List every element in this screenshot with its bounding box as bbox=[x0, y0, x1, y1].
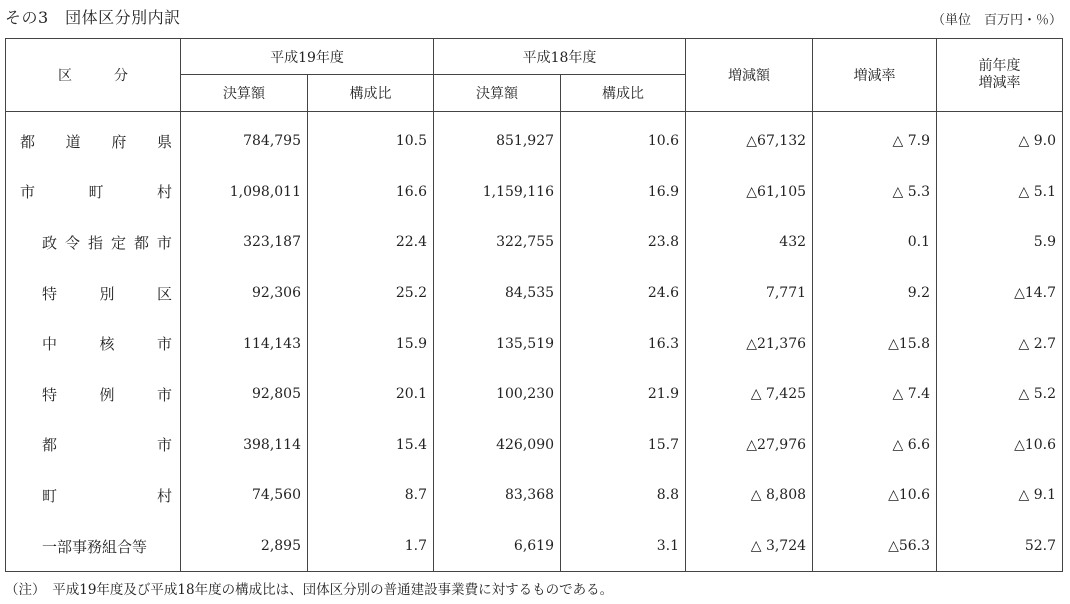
cell-r18: 8.8 bbox=[561, 470, 686, 521]
row-category bbox=[6, 521, 181, 572]
header-prev-rate-line2: 増減率 bbox=[978, 75, 1021, 91]
cell-diff: △27,976 bbox=[686, 420, 813, 471]
category-char: 例 bbox=[99, 385, 115, 404]
cell-prev: △ 9.0 bbox=[937, 112, 1063, 167]
category-char: 定 bbox=[110, 233, 126, 252]
category-char: 都 bbox=[20, 132, 36, 151]
cell-prev: △10.6 bbox=[937, 420, 1063, 471]
category-char: 町 bbox=[88, 183, 104, 202]
row-category bbox=[6, 369, 181, 420]
cell-r18: 15.7 bbox=[561, 420, 686, 471]
cell-a19: 1,098,011 bbox=[181, 167, 308, 218]
cell-a19: 92,805 bbox=[181, 369, 308, 420]
header-amount-fy19: 決算額 bbox=[181, 75, 308, 112]
header-prev-rate bbox=[937, 39, 1063, 112]
cell-rate: △ 7.9 bbox=[813, 112, 937, 167]
cell-diff: △21,376 bbox=[686, 318, 813, 369]
table-row bbox=[6, 167, 1063, 218]
header-ratio-fy19: 構成比 bbox=[308, 75, 434, 112]
row-category bbox=[6, 420, 181, 471]
cell-r18: 23.8 bbox=[561, 217, 686, 268]
cell-r19: 1.7 bbox=[308, 521, 434, 572]
cell-r18: 21.9 bbox=[561, 369, 686, 420]
cell-r19: 16.6 bbox=[308, 167, 434, 218]
category-char: 市 bbox=[156, 233, 172, 252]
cell-a19: 323,187 bbox=[181, 217, 308, 268]
table-row bbox=[6, 420, 1063, 471]
row-category bbox=[6, 217, 181, 268]
cell-diff: 432 bbox=[686, 217, 813, 268]
cell-prev: △ 5.2 bbox=[937, 369, 1063, 420]
cell-r18: 16.3 bbox=[561, 318, 686, 369]
table-row bbox=[6, 268, 1063, 319]
row-category bbox=[6, 318, 181, 369]
row-category bbox=[6, 167, 181, 218]
cell-a19: 784,795 bbox=[181, 112, 308, 167]
cell-a18: 426,090 bbox=[434, 420, 561, 471]
cell-prev: △ 9.1 bbox=[937, 470, 1063, 521]
cell-rate: 0.1 bbox=[813, 217, 937, 268]
header-category: 区 分 bbox=[6, 39, 181, 112]
footnote: （注） 平成19年度及び平成18年度の構成比は、団体区分別の普通建設事業費に対するものである。 bbox=[5, 582, 614, 598]
cell-rate: △15.8 bbox=[813, 318, 937, 369]
cell-a19: 114,143 bbox=[181, 318, 308, 369]
category-char: 市 bbox=[156, 436, 172, 455]
cell-r19: 10.5 bbox=[308, 112, 434, 167]
cell-a18: 6,619 bbox=[434, 521, 561, 572]
header-fy19: 平成19年度 bbox=[181, 39, 434, 75]
cell-r19: 15.4 bbox=[308, 420, 434, 471]
cell-rate: △ 7.4 bbox=[813, 369, 937, 420]
row-category bbox=[6, 470, 181, 521]
cell-r19: 20.1 bbox=[308, 369, 434, 420]
cell-a18: 84,535 bbox=[434, 268, 561, 319]
cell-prev: △ 5.1 bbox=[937, 167, 1063, 218]
category-char: 道 bbox=[65, 132, 81, 151]
table-row bbox=[6, 217, 1063, 268]
unit-label: （単位 百万円・％） bbox=[931, 13, 1062, 28]
header-change-rate: 増減率 bbox=[813, 39, 937, 112]
category-char: 指 bbox=[87, 233, 103, 252]
cell-rate: △10.6 bbox=[813, 470, 937, 521]
cell-prev: △ 2.7 bbox=[937, 318, 1063, 369]
category-char: 市 bbox=[156, 335, 172, 354]
cell-a19: 2,895 bbox=[181, 521, 308, 572]
category-char: 市 bbox=[20, 183, 36, 202]
row-category bbox=[6, 112, 181, 167]
cell-diff: △ 8,808 bbox=[686, 470, 813, 521]
header-fy18: 平成18年度 bbox=[434, 39, 686, 75]
cell-rate: 9.2 bbox=[813, 268, 937, 319]
header-ratio-fy18: 構成比 bbox=[561, 75, 686, 112]
category-char: 核 bbox=[99, 335, 115, 354]
cell-diff: △67,132 bbox=[686, 112, 813, 167]
cell-a18: 100,230 bbox=[434, 369, 561, 420]
category-char: 令 bbox=[64, 233, 80, 252]
cell-r19: 8.7 bbox=[308, 470, 434, 521]
cell-r18: 10.6 bbox=[561, 112, 686, 167]
cell-prev: △14.7 bbox=[937, 268, 1063, 319]
row-category bbox=[6, 268, 181, 319]
table-row bbox=[6, 470, 1063, 521]
cell-a19: 398,114 bbox=[181, 420, 308, 471]
cell-a18: 851,927 bbox=[434, 112, 561, 167]
category-char: 政 bbox=[42, 233, 58, 252]
cell-diff: △ 7,425 bbox=[686, 369, 813, 420]
cell-diff: △61,105 bbox=[686, 167, 813, 218]
category-char: 府 bbox=[111, 132, 127, 151]
cell-r18: 16.9 bbox=[561, 167, 686, 218]
cell-r19: 25.2 bbox=[308, 268, 434, 319]
table-body bbox=[6, 112, 1063, 572]
cell-r18: 24.6 bbox=[561, 268, 686, 319]
cell-diff: △ 3,724 bbox=[686, 521, 813, 572]
category-char: 村 bbox=[156, 486, 172, 505]
cell-a19: 92,306 bbox=[181, 268, 308, 319]
table-row bbox=[6, 369, 1063, 420]
cell-r18: 3.1 bbox=[561, 521, 686, 572]
cell-a18: 135,519 bbox=[434, 318, 561, 369]
category-char: 一部事務組合等 bbox=[42, 537, 148, 556]
category-char: 特 bbox=[42, 284, 58, 303]
cell-rate: △ 6.6 bbox=[813, 420, 937, 471]
cell-r19: 15.9 bbox=[308, 318, 434, 369]
cell-a18: 83,368 bbox=[434, 470, 561, 521]
table-title: その3 団体区分別内訳 bbox=[5, 8, 181, 27]
category-char: 特 bbox=[42, 385, 58, 404]
category-char: 都 bbox=[133, 233, 149, 252]
table-row bbox=[6, 318, 1063, 369]
category-char: 市 bbox=[156, 385, 172, 404]
cell-r19: 22.4 bbox=[308, 217, 434, 268]
cell-rate: △56.3 bbox=[813, 521, 937, 572]
table-row bbox=[6, 521, 1063, 572]
cell-rate: △ 5.3 bbox=[813, 167, 937, 218]
category-char: 都 bbox=[42, 436, 58, 455]
category-char: 別 bbox=[99, 284, 115, 303]
cell-diff: 7,771 bbox=[686, 268, 813, 319]
category-char: 県 bbox=[156, 132, 172, 151]
header-change-amount: 増減額 bbox=[686, 39, 813, 112]
table-row bbox=[6, 112, 1063, 167]
category-char: 区 bbox=[156, 284, 172, 303]
cell-a19: 74,560 bbox=[181, 470, 308, 521]
header-amount-fy18: 決算額 bbox=[434, 75, 561, 112]
data-table bbox=[5, 38, 1063, 572]
cell-prev: 52.7 bbox=[937, 521, 1063, 572]
category-char: 中 bbox=[42, 335, 58, 354]
category-char: 村 bbox=[156, 183, 172, 202]
header-prev-rate-line1: 前年度 bbox=[978, 58, 1021, 74]
cell-a18: 322,755 bbox=[434, 217, 561, 268]
category-char: 町 bbox=[42, 486, 58, 505]
cell-prev: 5.9 bbox=[937, 217, 1063, 268]
cell-a18: 1,159,116 bbox=[434, 167, 561, 218]
